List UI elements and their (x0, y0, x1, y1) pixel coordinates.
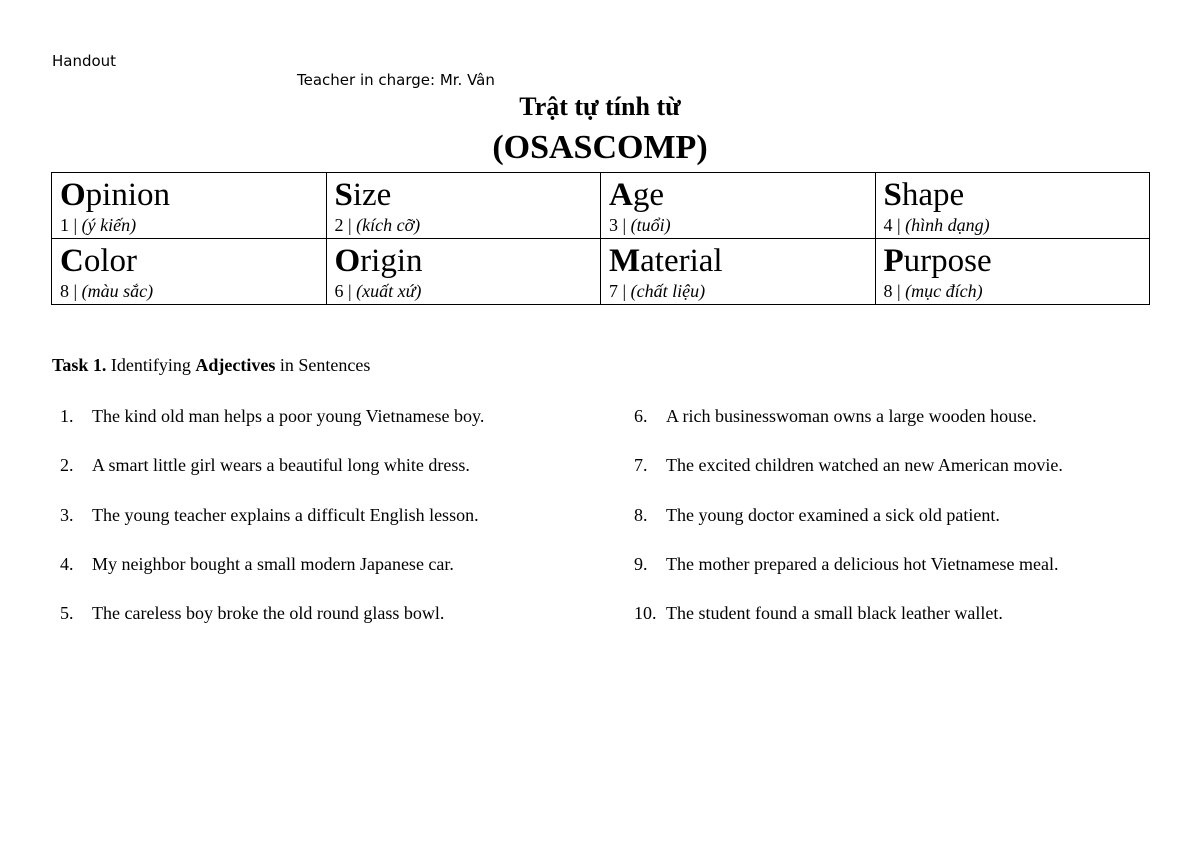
category-meaning: (màu sắc) (81, 281, 154, 301)
task-label: Task 1. (52, 355, 107, 375)
category-number: 4 (883, 215, 893, 235)
table-cell (875, 173, 1150, 239)
category-initial: S (334, 177, 353, 213)
category-meaning: (hình dạng) (905, 215, 990, 235)
category-initial: M (609, 243, 641, 279)
category-initial: O (334, 243, 361, 279)
sentence-item (634, 453, 1063, 502)
category-number: 2 (334, 215, 344, 235)
sentence-item (634, 404, 1063, 453)
category-meaning: (chất liệu) (630, 281, 706, 301)
category-meta: 3 | (tuổi) (609, 215, 671, 235)
sentence-number: 5. (60, 603, 74, 624)
category-meta: 8 | (màu sắc) (60, 281, 154, 301)
table-cell (52, 239, 327, 305)
category-name (609, 241, 867, 281)
sentence-text: The young teacher explains a difficult English lesson. (92, 504, 479, 525)
category-number: 8 (60, 281, 69, 301)
category-initial: S (883, 177, 902, 213)
sentence-list-right (634, 404, 1063, 650)
category-meaning: (mục đích) (905, 281, 983, 301)
sentence-item (60, 404, 484, 453)
category-initial: P (883, 243, 904, 279)
sentence-item (60, 601, 484, 650)
category-meaning: (tuổi) (630, 215, 671, 235)
sentence-text: The careless boy broke the old round glass bowl. (92, 603, 445, 624)
table-cell (326, 239, 601, 305)
page-title: Trật tự tính từ (519, 92, 681, 121)
sentence-text: A smart little girl wears a beautiful long white dress. (92, 455, 470, 476)
sentence-item (634, 552, 1063, 601)
category-name (60, 241, 318, 281)
teacher-line: Teacher in charge: Mr. Vân (297, 71, 495, 89)
sentence-item (60, 453, 484, 502)
table-row (52, 239, 1150, 305)
category-initial: A (609, 177, 633, 213)
category-name (60, 175, 318, 215)
category-initial: O (60, 177, 86, 213)
category-name (884, 241, 1142, 281)
category-meta: 2 | (kích cỡ) (334, 215, 421, 235)
sentence-text: The kind old man helps a poor young Vietnamese boy. (92, 406, 485, 426)
category-meta: 6 | (xuất xứ) (334, 281, 422, 301)
sentence-item (634, 601, 1063, 650)
sentence-number: 3. (60, 504, 74, 525)
sentence-number: 2. (60, 455, 74, 476)
table-cell (326, 173, 601, 239)
category-number: 8 (883, 281, 893, 301)
category-number: 1 (60, 215, 69, 235)
sentence-number: 8. (634, 504, 648, 525)
category-rest: pinion (85, 177, 171, 213)
task-text-after: in Sentences (279, 355, 371, 375)
category-rest: aterial (640, 243, 723, 279)
category-meaning: (xuất xứ) (356, 281, 422, 301)
category-initial: C (60, 243, 84, 279)
task-keyword: Adjectives (195, 355, 276, 375)
category-name (335, 241, 593, 281)
sentence-text: The young doctor examined a sick old patient. (666, 504, 1000, 525)
sentence-list-left (60, 404, 484, 650)
sentence-number: 6. (634, 406, 648, 426)
task-text-before: Identifying (110, 355, 191, 375)
sentence-text: The excited children watched an new American movie. (666, 455, 1063, 476)
sentence-item (634, 503, 1063, 552)
task-heading (52, 355, 370, 376)
table-row (52, 173, 1150, 239)
table-cell (875, 239, 1150, 305)
table-cell (601, 173, 876, 239)
sentence-text: The student found a small black leather wallet. (666, 603, 1003, 624)
sentence-text: My neighbor bought a small modern Japanese car. (92, 553, 454, 574)
category-meta: 4 | (hình dạng) (883, 215, 990, 235)
table-cell (601, 239, 876, 305)
table-cell (52, 173, 327, 239)
category-rest: rigin (360, 243, 423, 279)
adjective-order-table (51, 172, 1150, 305)
sentence-number: 7. (634, 455, 648, 476)
category-rest: ize (352, 177, 392, 213)
category-name (884, 175, 1142, 215)
category-meta: 1 | (ý kiến) (60, 215, 137, 235)
category-number: 6 (334, 281, 344, 301)
category-name (609, 175, 867, 215)
category-rest: ge (632, 177, 664, 213)
sentence-number: 1. (60, 406, 74, 426)
sentence-item (60, 552, 484, 601)
sentence-number: 4. (60, 553, 74, 574)
category-rest: urpose (903, 243, 992, 279)
category-rest: olor (83, 243, 138, 279)
sentence-text: A rich businesswoman owns a large wooden house. (666, 406, 1037, 426)
category-number: 3 (609, 215, 618, 235)
category-meta: 8 | (mục đích) (883, 281, 983, 301)
sentence-item (60, 503, 484, 552)
category-name (335, 175, 593, 215)
category-meaning: (ý kiến) (81, 215, 137, 235)
sentence-number: 9. (634, 553, 648, 574)
sentence-number: 10. (634, 603, 657, 624)
sentence-text: The mother prepared a delicious hot Vietnamese meal. (666, 553, 1059, 574)
handout-label: Handout (52, 52, 117, 70)
page-subtitle: (OSASCOMP) (492, 129, 708, 166)
category-number: 7 (609, 281, 618, 301)
category-rest: hape (901, 177, 965, 213)
category-meaning: (kích cỡ) (356, 215, 421, 235)
category-meta: 7 | (chất liệu) (609, 281, 706, 301)
